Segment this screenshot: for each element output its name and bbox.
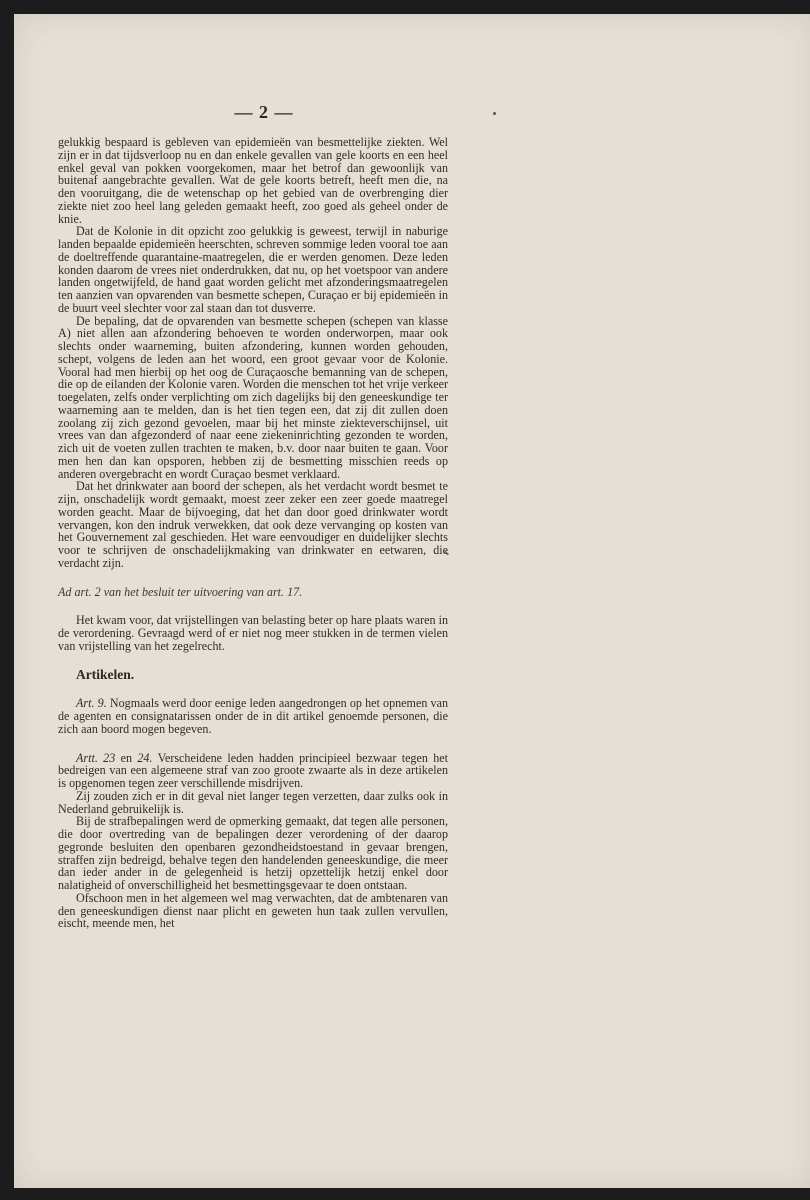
paragraph: Dat de Kolonie in dit opzicht zoo gelukkig is geweest, terwijl in naburige landen bepaalde epidemieën heerschten, schreven sommige leden vooral toe aan de doeltreffende quarantaine-maatregelen, die er werden genomen. Deze leden konden daarom de vrees niet onderdrukken, dat nu, op het voetspoor van andere landen ongetwijfeld, de hand gaat worden gelicht met afzonderingsmaatregelen ten aanzien van opvarenden van besmette schepen, Curaçao er bij epidemieën in de buurt veel slechter voor zal staan dan tot dusverre. [58, 224, 448, 315]
ad-article-heading: Ad art. 2 van het besluit ter uitvoering van art. 17. [58, 584, 303, 599]
article-text: Verscheidene leden hadden principieel bezwaar tegen het bedreigen van een algemeene straf van zoo groote zwaarte als in deze artikelen is opgenomen tegen zeer verschillende misdrijven. [58, 750, 448, 790]
paragraph: Ofschoon men in het algemeen wel mag verwachten, dat de ambtenaren van den geneeskundigen dienst naar plicht en geweten hun taak zullen vervullen, eischt, meende men, het [58, 890, 448, 931]
text-column [58, 136, 448, 930]
document-page [14, 14, 810, 1188]
ink-speck [493, 112, 496, 115]
article-text: Nogmaals werd door eenige leden aangedrongen op het opnemen van de agenten en consignatarissen onder de in dit artikel genoemde personen, die zich aan boord mogen begeven. [58, 696, 448, 736]
article-23-24-paragraph [58, 752, 448, 790]
paragraph: Het kwam voor, dat vrijstellingen van belasting beter op hare plaats waren in de verordening. Gevraagd werd of er niet nog meer stukken in de termen vielen van vrijstelling van het zegelrecht. [58, 613, 448, 653]
section-heading: Artikelen. [76, 666, 135, 682]
paragraph: Bij de strafbepalingen werd de opmerking gemaakt, dat tegen alle personen, die door overtreding van de bepalingen dezer verordening of der daarop gegronde besluiten den openbaren gezondheidstoestand in gevaar brengen, straffen zijn bedreigd, behalve tegen den handelenden geneeskundige, die meer dan ieder ander in de gelegenheid is hetzij opzettelijk hetzij enkel door nalatigheid of onverschilligheid het besmettingsgevaar te doen ontstaan. [58, 814, 448, 892]
article-label: Artt. 23 [76, 750, 116, 765]
paragraph: De bepaling, dat de opvarenden van besmette schepen (schepen van klasse A) niet allen aan afzondering behoeven te worden onderworpen, maar ook slechts onder waarneming, buiten afzondering, kunnen worden gehouden, schept, volgens de leden aan het woord, een groot gevaar voor de Kolonie. Vooral had men hierbij op het oog de Curaçaosche bemanning van de schepen, die op de eilanden der Kolonie varen. Worden die menschen tot het vrije verkeer toegelaten, zelfs onder verplichting om zich dagelijks bij den geneeskundige ter waarneming aan te melden, dan is het tien tegen een, dat zij dit zullen doen zoolang zij zich gezond gevoelen, maar bij het minste ziekteverschijnsel, uit vrees van dan afgezonderd of naar eene ziekeninrichting gezonden te worden, zich uit de voeten zullen trachten te maken, b.v. door naar buiten te gaan. Voor men hen dan kan opsporen, hebben zij de besmetting misschien reeds op anderen overgebracht en wordt Curaçao besmet verklaard. [58, 313, 448, 481]
article-9-paragraph [58, 697, 448, 735]
page-number: — 2 — [234, 102, 294, 122]
paragraph: Zij zouden zich er in dit geval niet langer tegen verzetten, daar zulks ook in Nederland gebruikelijk is. [58, 788, 448, 816]
paragraph: Dat het drinkwater aan boord der schepen, als het verdacht wordt besmet te zijn, onschadelijk wordt gemaakt, moest zeer zeker een zeer goede maatregel worden geacht. Maar de bijvoeging, dat het dan door goed drinkwater wordt vervangen, kon den indruk verwekken, dat ook deze vervanging op kosten van het Gouvernement zal geschieden. Het ware eenvoudiger en duidelijker slechts voor te schrijven de onschadelijkmaking van drinkwater en eetwaren, die verdacht zijn. [58, 479, 448, 570]
article-label: 24. [137, 750, 153, 765]
article-label: Art. 9. [76, 696, 107, 711]
article-conjunction: en [120, 750, 132, 765]
paragraph: gelukkig bespaard is gebleven van epidemieën van besmettelijke ziekten. Wel zijn er in dat tijdsverloop nu en dan enkele gevallen van gele koorts en een heel enkel geval van pokken voorgekomen, maar het betrof dan gewoonlijk van buitenaf aangebrachte gevallen. Wat de gele koorts betreft, heeft men die, na den vooruitgang, die de wetenschap op het gebied van de overbrenging dier ziekte niet zoo heel lang geleden gemaakt heeft, zoo goed als geheel onder de knie. [58, 135, 448, 226]
